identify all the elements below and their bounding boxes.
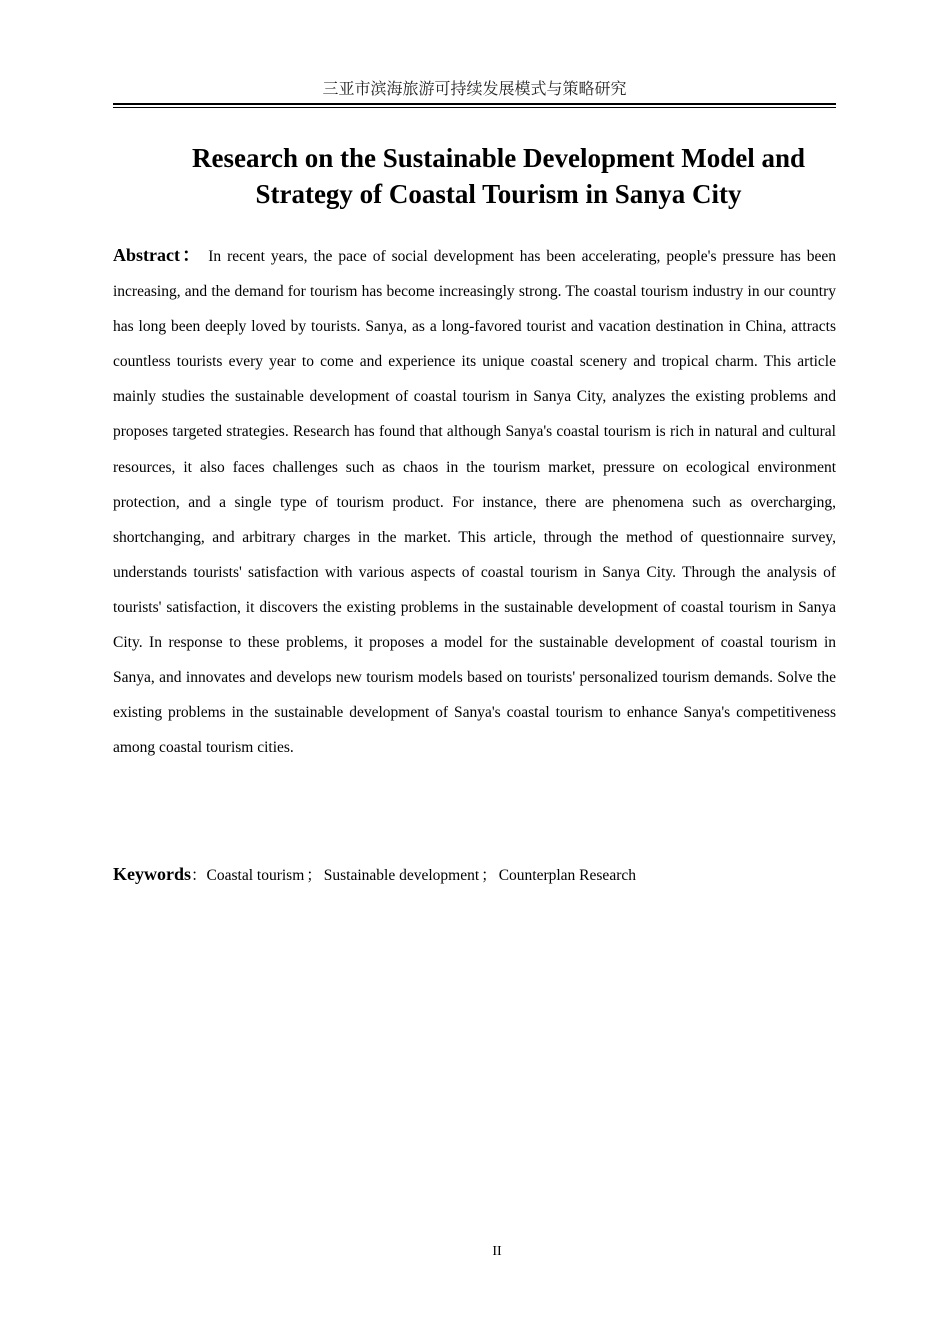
keywords-label: Keywords [113, 864, 191, 884]
title-line-2: Strategy of Coastal Tourism in Sanya City [255, 179, 742, 209]
abstract-label: Abstract [113, 245, 180, 265]
keyword-item: Sustainable development [323, 867, 480, 884]
paper-title [113, 140, 836, 212]
keyword-separator: ； [481, 867, 497, 884]
keywords-colon: ： [191, 867, 207, 884]
abstract-paragraph [113, 238, 836, 765]
abstract-colon: ： [179, 245, 203, 265]
keyword-item: Coastal tourism [206, 867, 305, 884]
running-header: 三亚市滨海旅游可持续发展模式与策略研究 [322, 79, 627, 98]
title-line-1: Research on the Sustainable Development Model and [191, 143, 805, 173]
abstract-text: In recent years, the pace of social development has been accelerating, people's pressure has been increasing, and the demand for tourism has become increasingly strong. The coastal tourism industry in our country has long been deeply loved by tourists. Sanya, as a long-favored tourist and vacation destination in China, attracts countless tourists every year to come and experience its unique coastal scenery and tropical charm. This article mainly studies the sustainable development of coastal tourism in Sanya City, analyzes the existing problems and proposes targeted strategies. Research has found that although Sanya's coastal tourism is rich in natural and cultural resources, it also faces challenges such as chaos in the tourism market, pressure on ecological environment protection, and a single type of tourism product. For instance, there are phenomena such as overcharging, shortchanging, and arbitrary charges in the market. This article, through the method of questionnaire survey, understands tourists' satisfaction with various aspects of coastal tourism in Sanya City. Through the analysis of tourists' satisfaction, it discovers the existing problems in the sustainable development of coastal tourism in Sanya City. In response to these problems, it proposes a model for the sustainable development of coastal tourism in Sanya, and innovates and develops new tourism models based on tourists' personalized tourism demands. Solve the existing problems in the sustainable development of Sanya's coastal tourism to enhance Sanya's competitiveness among coastal tourism cities. [113, 248, 836, 757]
header-rule-thick [113, 103, 836, 105]
keywords-line [113, 857, 836, 893]
header-rule-thin [113, 107, 836, 108]
keyword-item: Counterplan Research [498, 867, 636, 884]
keyword-separator: ； [306, 867, 322, 884]
page-number: II [492, 1244, 502, 1259]
